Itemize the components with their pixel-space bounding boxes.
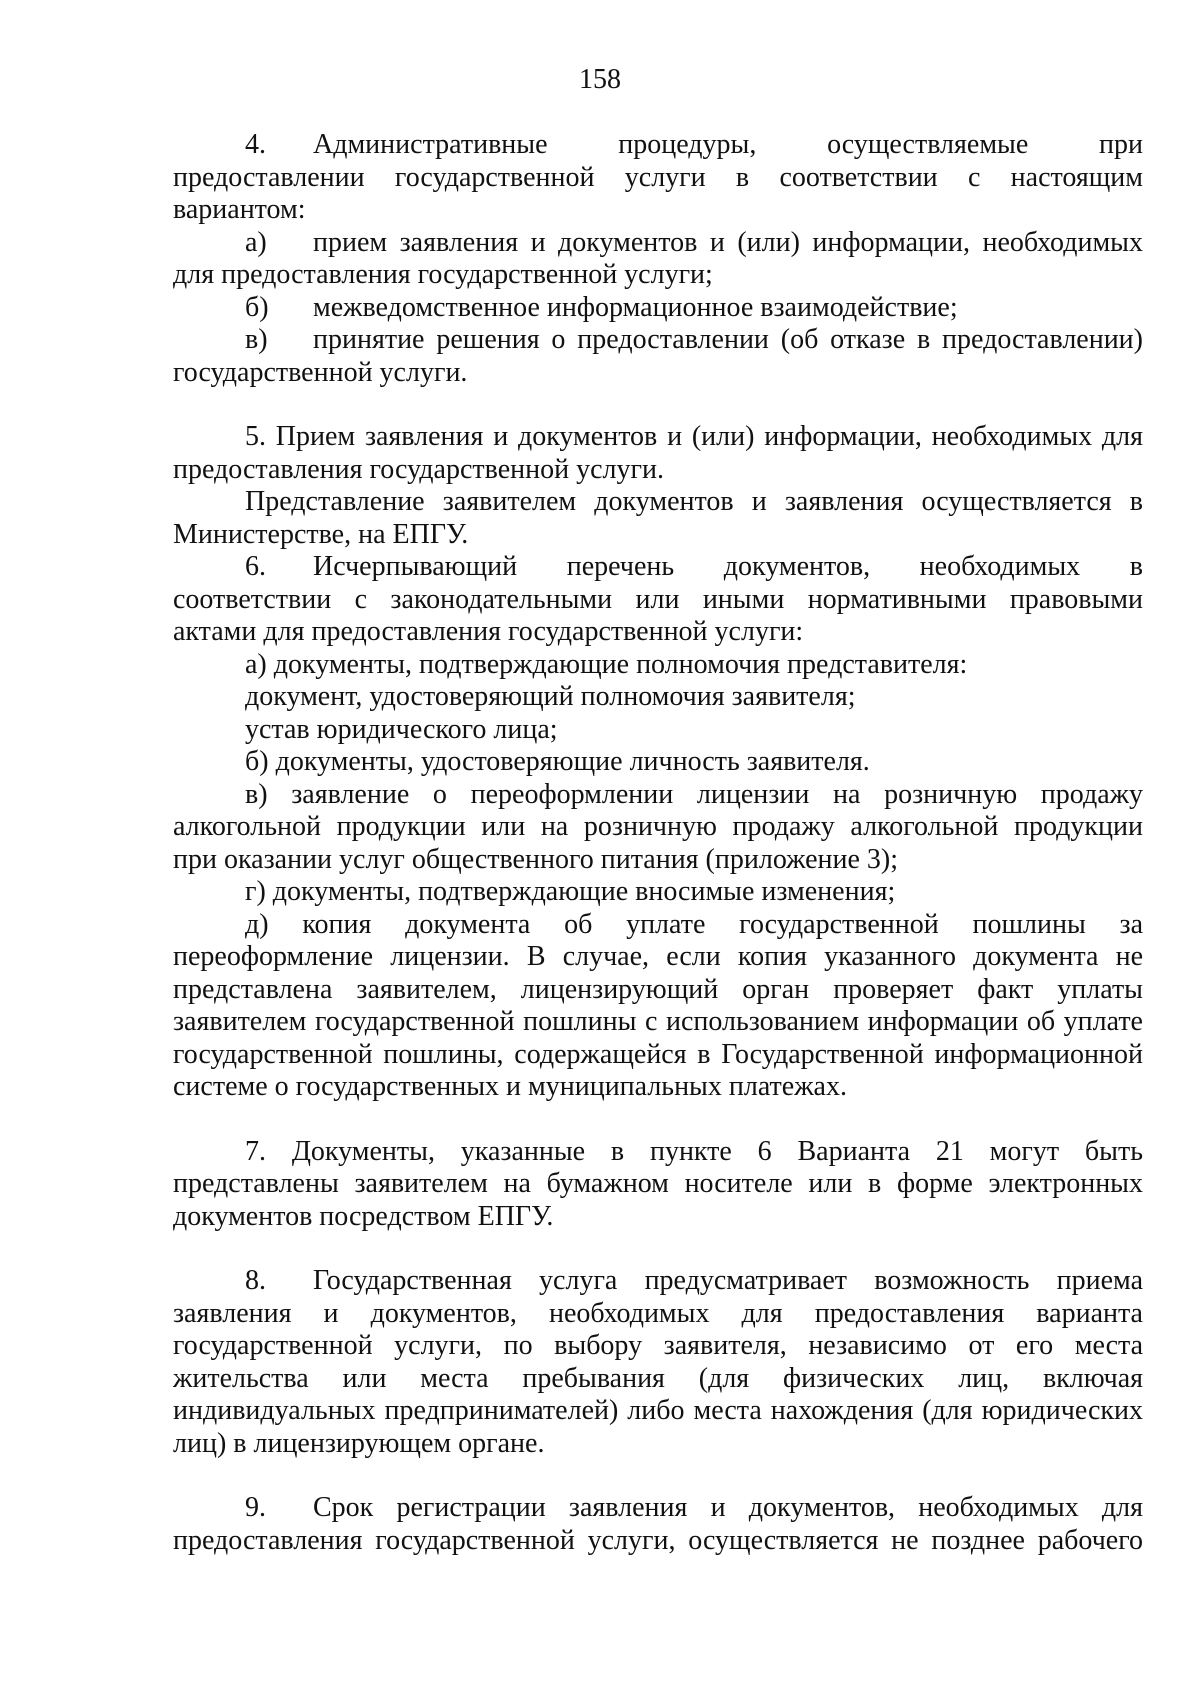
section-9-heading-text: Срок регистрации заявления и документов, необходимых для: [313, 1492, 1143, 1523]
list-item-v-text: принятие решения о предоставлении (об отказе в предоставлении): [313, 324, 1143, 355]
section-6-item-a-2: устав юридического лица;: [245, 713, 558, 745]
section-6-item-d-line-6: системе о государственных и муниципальных платежах.: [173, 1071, 847, 1102]
section-6-heading-text: Исчерпывающий перечень документов, необходимых в: [313, 551, 1143, 582]
section-6-line-2: соответствии с законодательными или иными нормативными правовыми: [173, 583, 1143, 615]
section-5-line-2: предоставления государственной услуги.: [173, 453, 664, 485]
section-7-line-2: представлены заявителем на бумажном носителе или в форме электронных: [173, 1168, 1143, 1199]
section-9-number: 9.: [245, 1492, 266, 1523]
list-marker-v: в): [245, 324, 268, 355]
list-item-a-text: прием заявления и документов и (или) информации, необходимых: [313, 226, 1143, 258]
section-8: [173, 1265, 1143, 1460]
section-4-heading-text: Административные процедуры, осуществляемые при: [313, 129, 1143, 160]
page-number: 158: [579, 64, 621, 95]
section-6-item-g: г) документы, подтверждающие вносимые изменения;: [245, 876, 896, 907]
section-8-number: 8.: [245, 1265, 266, 1296]
section-6: [173, 551, 1143, 1104]
list-marker-a: а): [245, 226, 267, 258]
list-item-a-line-1: [173, 227, 1143, 260]
section-8-line-2: заявления и документов, необходимых для предоставления варианта: [173, 1297, 1143, 1329]
document-body: [173, 129, 1143, 1557]
spacer: [173, 1233, 1143, 1265]
spacer: [173, 1104, 1143, 1136]
spacer: [173, 389, 1143, 421]
section-9: [173, 1492, 1143, 1557]
section-4-number: 4.: [245, 129, 266, 160]
section-6-item-d-line-3: представлена заявителем, лицензирующий орган проверяет факт уплаты: [173, 973, 1143, 1005]
section-6-number: 6.: [245, 551, 266, 582]
section-4: [173, 129, 1143, 389]
section-6-item-d-line-4: заявителем государственной пошлины с использованием информации об уплате: [173, 1006, 1143, 1037]
section-9-line-2: предоставления государственной услуги, осуществляется не позднее рабочего: [173, 1524, 1143, 1556]
section-6-line-1: [173, 551, 1143, 584]
section-5-line-1: 5. Прием заявления и документов и (или) информации, необходимых для: [245, 421, 1143, 452]
section-6-item-d-line-1: д) копия документа об уплате государственной пошлины за: [245, 908, 1143, 940]
section-8-line-5: индивидуальных предпринимателей) либо места нахождения (для юридических: [173, 1395, 1143, 1426]
section-6-line-3: актами для предоставления государственной услуги:: [173, 616, 804, 647]
section-5-para-2-line-2: Министерстве, на ЕПГУ.: [173, 518, 469, 550]
section-4-line-2: предоставлении государственной услуги в соответствии с настоящим: [173, 161, 1143, 193]
section-4-line-3: вариантом:: [173, 194, 306, 225]
section-7: [173, 1136, 1143, 1234]
section-8-line-1: [173, 1265, 1143, 1298]
section-6-item-d-line-5: государственной пошлины, содержащейся в Государственной информационной: [173, 1038, 1143, 1070]
section-8-heading-text: Государственная услуга предусматривает возможность приема: [313, 1265, 1143, 1296]
section-6-item-b: б) документы, удостоверяющие личность заявителя.: [245, 746, 870, 777]
section-5-para-2-line-1: Представление заявителем документов и заявления осуществляется в: [245, 486, 1143, 517]
list-item-v-line-1: [173, 324, 1143, 357]
spacer: [173, 1460, 1143, 1492]
section-8-line-3: государственной услуги, по выбору заявителя, независимо от его места: [173, 1330, 1143, 1361]
list-item-b-text: межведомственное информационное взаимодействие;: [313, 291, 958, 323]
section-8-line-4: жительства или места пребывания (для физических лиц, включая: [173, 1362, 1143, 1394]
section-6-item-v-line-1: в) заявление о переоформлении лицензии на розничную продажу: [245, 778, 1143, 810]
section-6-item-a: а) документы, подтверждающие полномочия представителя:: [245, 648, 968, 680]
section-5: [173, 421, 1143, 551]
section-6-item-d-line-2: переоформление лицензии. В случае, если копия указанного документа не: [173, 941, 1143, 972]
list-item-b-line-1: [173, 292, 1143, 325]
section-7-line-3: документов посредством ЕПГУ.: [173, 1200, 554, 1232]
section-6-item-v-line-3: при оказании услуг общественного питания (приложение 3);: [173, 843, 899, 875]
list-marker-b: б): [245, 291, 269, 323]
section-9-line-1: [173, 1492, 1143, 1525]
list-item-v-line-2: государственной услуги.: [173, 356, 468, 388]
list-item-a-line-2: для предоставления государственной услуги;: [173, 259, 713, 290]
section-8-line-6: лиц) в лицензирующем органе.: [173, 1427, 545, 1459]
section-4-line-1: [173, 129, 1143, 162]
section-6-item-a-1: документ, удостоверяющий полномочия заявителя;: [245, 681, 856, 712]
section-6-item-v-line-2: алкогольной продукции или на розничную продажу алкогольной продукции: [173, 811, 1143, 842]
section-7-line-1: 7. Документы, указанные в пункте 6 Варианта 21 могут быть: [245, 1135, 1143, 1167]
